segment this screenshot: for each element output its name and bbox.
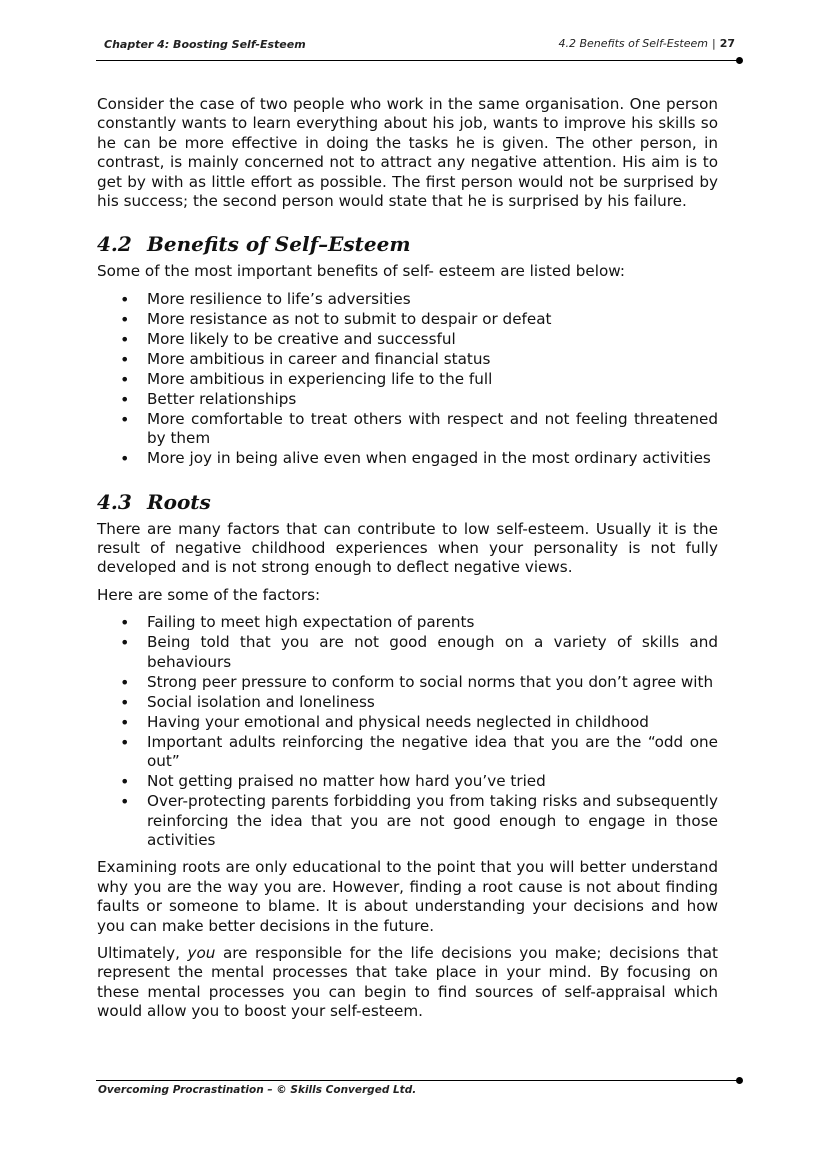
list-item: • More comfortable to treat others with respect and not feeling threatened by them <box>147 410 718 449</box>
list-item: • More likely to be creative and successful <box>147 330 718 349</box>
header-separator: | <box>711 37 716 50</box>
header-rule-dot <box>736 57 743 64</box>
paragraph-text: Ultimately, <box>97 943 188 962</box>
benefits-lead: Some of the most important benefits of self- esteem are listed below: <box>97 262 625 281</box>
page-footer: Overcoming Procrastination – © Skills Converged Ltd. <box>98 1084 417 1096</box>
header-rule <box>96 60 739 61</box>
benefits-list <box>97 290 718 469</box>
section-heading-benefits <box>97 231 718 257</box>
list-item: • Better relationships <box>147 390 718 409</box>
factors-list <box>97 613 718 850</box>
roots-paragraph: There are many factors that can contribute to low self-esteem. Usually it is the result of negative childhood experiences when your personality is not fully developed and is not strong enough to deflect negative views. <box>97 519 718 577</box>
list-item: • More joy in being alive even when engaged in the most ordinary activities <box>147 449 718 468</box>
list-item: • More resilience to life’s adversities <box>147 290 718 309</box>
list-item: • More ambitious in career and financial status <box>147 350 718 369</box>
roots-lead: Here are some of the factors: <box>97 585 321 604</box>
paragraph-text: are responsible for the life decisions you make; decisions that represent the mental processes that take place in your mind. By focusing on these mental processes you can begin to find sources of self-appraisal which would allow you to boost your self-esteem. <box>97 943 718 1021</box>
page-body <box>97 95 718 1030</box>
page-number: 27 <box>719 37 735 50</box>
list-item: • Not getting praised no matter how hard you’ve tried <box>147 772 718 791</box>
section-title: Benefits of Self–Esteem <box>147 232 411 257</box>
list-item: • More ambitious in experiencing life to the full <box>147 370 718 389</box>
section-number: 4.2 <box>97 232 132 257</box>
list-item: • Being told that you are not good enough on a variety of skills and behaviours <box>147 633 718 672</box>
section-number: 4.3 <box>97 489 132 514</box>
list-item: • Strong peer pressure to conform to social norms that you don’t agree with <box>147 673 718 692</box>
section-heading-roots <box>97 489 718 515</box>
list-item: • Having your emotional and physical needs neglected in childhood <box>147 713 718 732</box>
list-item: • Over-protecting parents forbidding you from taking risks and subsequently reinforcing the idea that you are not good enough to engage in those activities <box>147 792 718 850</box>
section-title: Roots <box>147 489 211 514</box>
roots-examining-paragraph: Examining roots are only educational to the point that you will better understand why you are the way you are. However, finding a root cause is not about finding faults or someone to blame. It is about understanding your decisions and how you can make better decisions in the future. <box>97 858 718 935</box>
list-item: • Social isolation and loneliness <box>147 693 718 712</box>
list-item: • Failing to meet high expectation of parents <box>147 613 718 632</box>
footer-rule-dot <box>736 1077 743 1084</box>
intro-paragraph: Consider the case of two people who work in the same organisation. One person constantly wants to learn everything about his job, wants to improve his skills so he can be more effective in doing the tasks he is given. The other person, in contrast, is mainly concerned not to attract any negative attention. His aim is to get by with as little effort as possible. The first person would not be surprised by his success; the second person would state that he is surprised by his failure. <box>97 95 718 211</box>
footer-rule <box>96 1080 739 1081</box>
emphasis-text: you <box>187 943 216 962</box>
header-section-title: 4.2 Benefits of Self-Esteem <box>558 37 708 50</box>
running-header-chapter: Chapter 4: Boosting Self-Esteem <box>104 38 306 51</box>
roots-ultimately-paragraph <box>97 944 718 1022</box>
running-header-section <box>558 37 735 50</box>
list-item: • Important adults reinforcing the negative idea that you are the “odd one out” <box>147 733 718 772</box>
list-item: • More resistance as not to submit to despair or defeat <box>147 310 718 329</box>
